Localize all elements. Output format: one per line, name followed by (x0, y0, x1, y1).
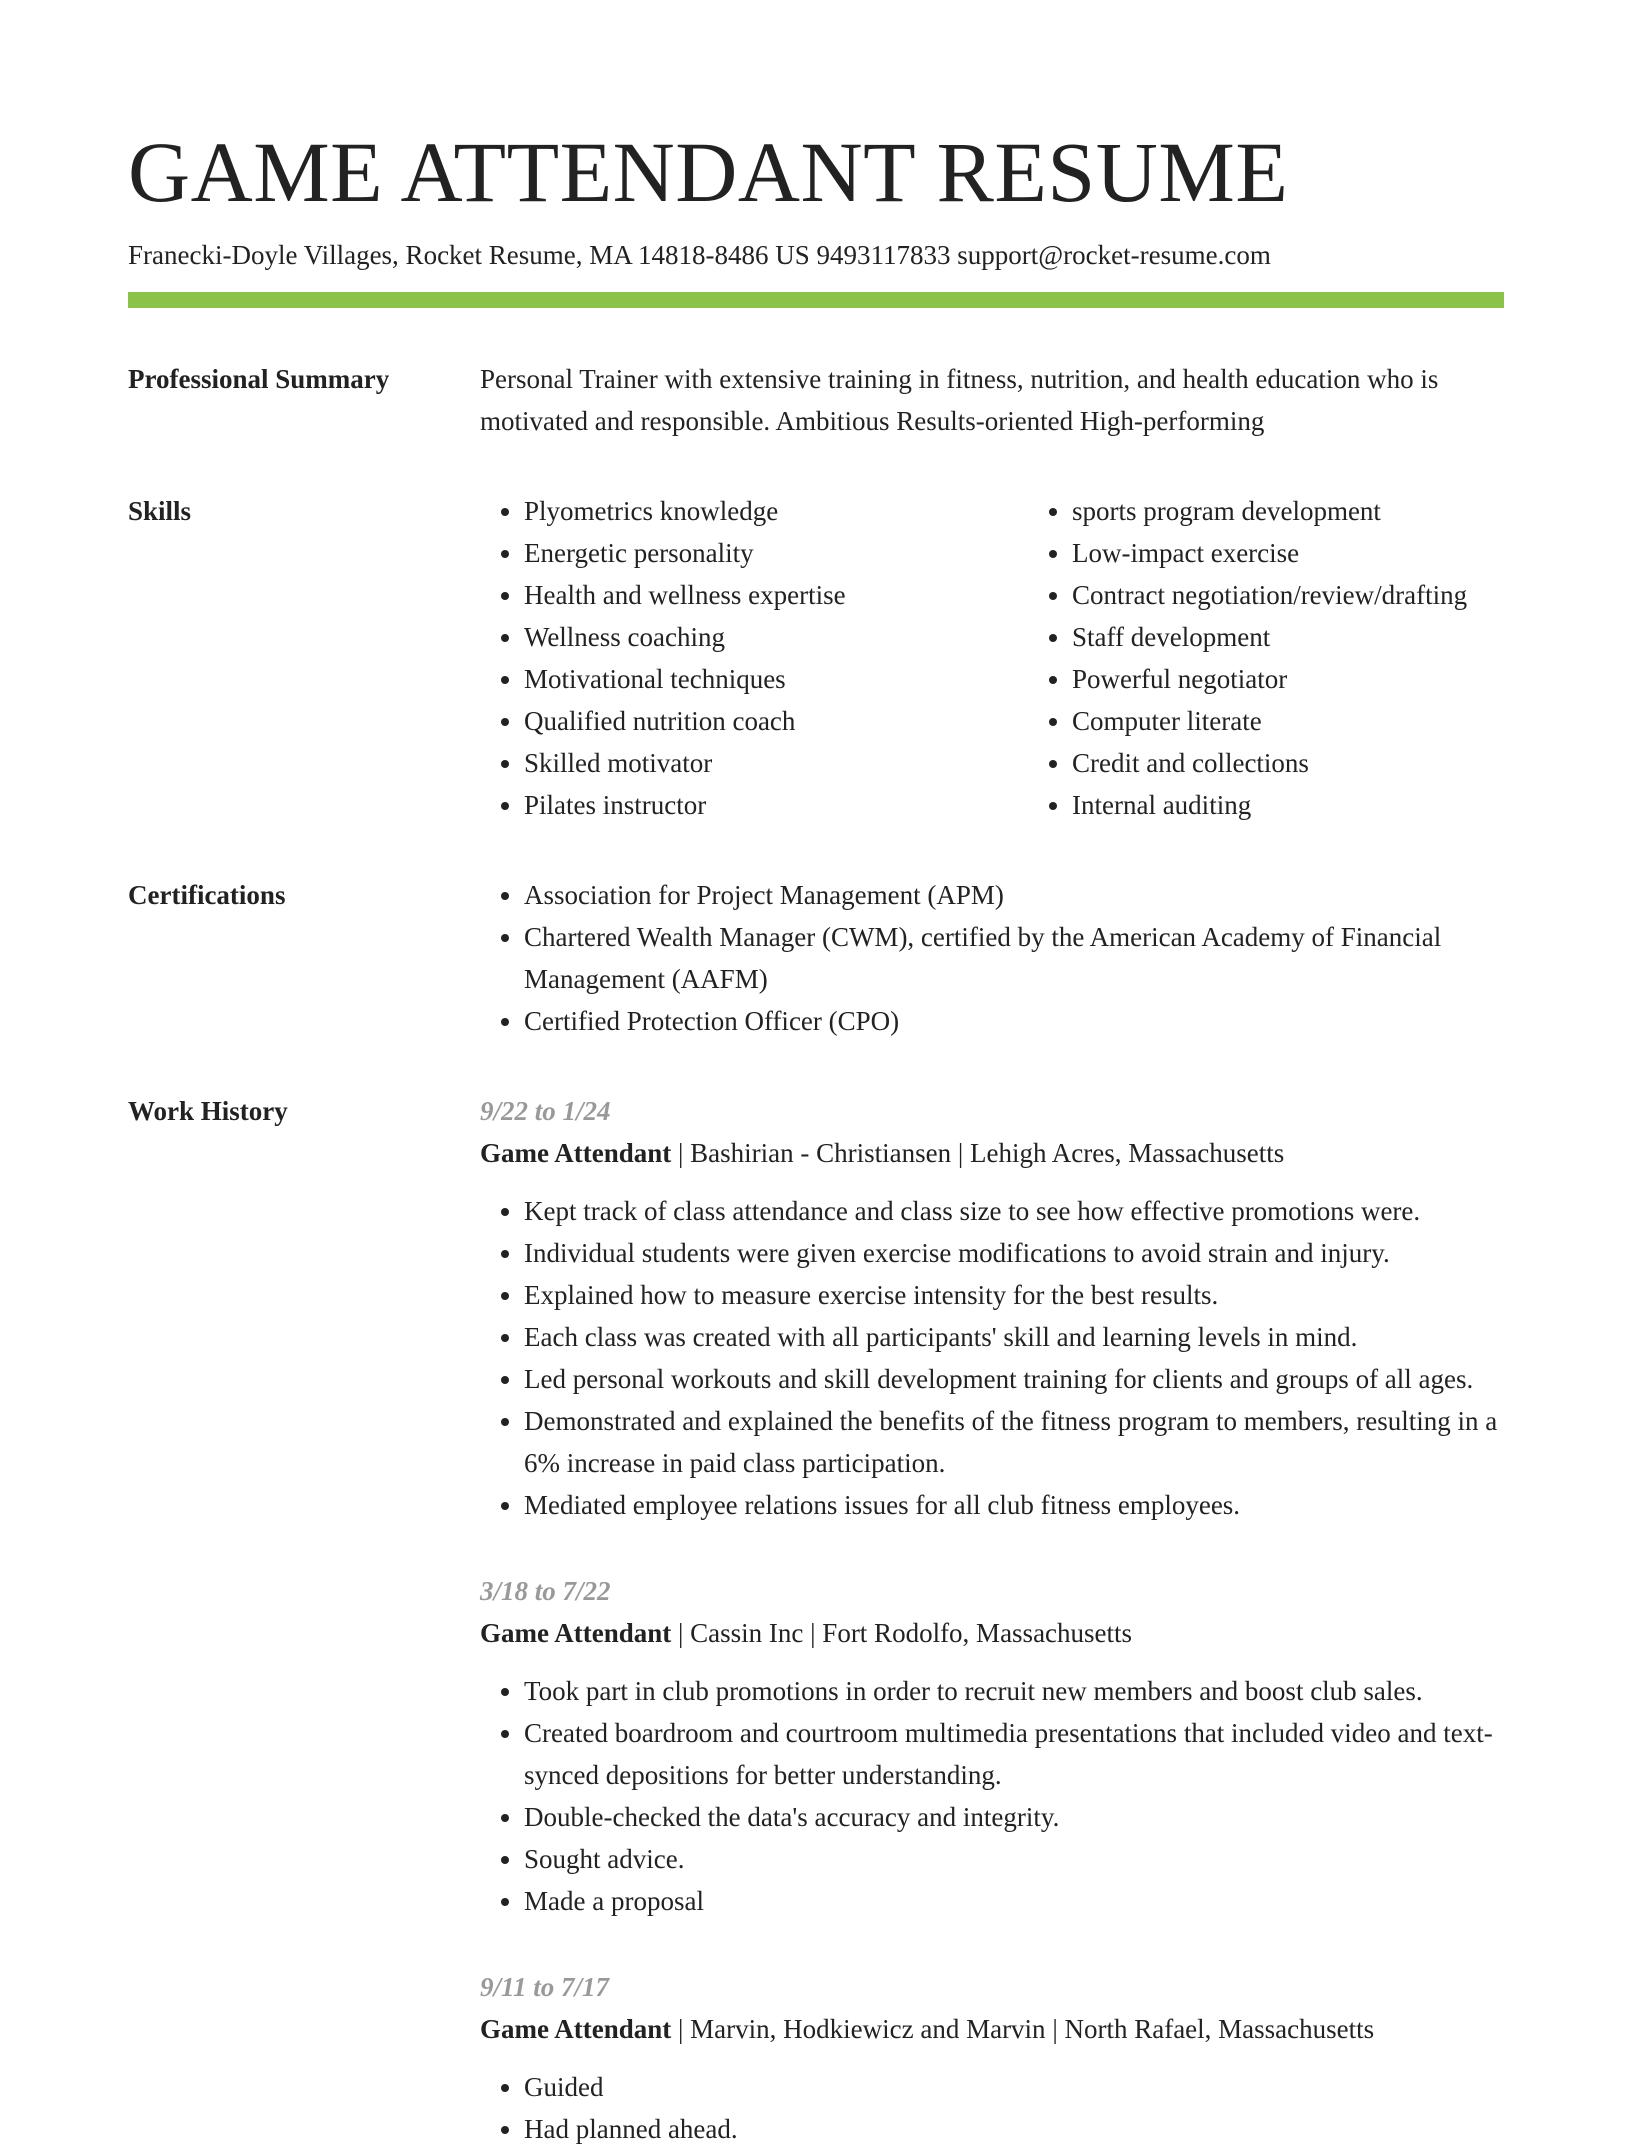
job-title: Game Attendant (480, 1138, 672, 1168)
summary-text: Personal Trainer with extensive training in fitness, nutrition, and health education who is motivated and responsible. Ambitious Results-oriented High-performing (480, 364, 1439, 436)
summary-section (128, 358, 1504, 442)
job-bullet: • Mediated employee relations issues for all club fitness employees. (524, 1484, 1504, 1526)
job-separator: | (803, 1618, 823, 1648)
job-bullet: • Explained how to measure exercise intensity for the best results. (524, 1274, 1504, 1316)
job-location: Fort Rodolfo, Massachusetts (822, 1618, 1133, 1648)
job-dates: 9/11 to 7/17 (480, 1972, 610, 2002)
job-separator: | (671, 1138, 691, 1168)
certifications-section (128, 874, 1504, 1042)
work-history-label: Work History (128, 1096, 288, 1126)
job-bullet: • Sought advice. (524, 1838, 1504, 1880)
job-separator: | (671, 2014, 691, 2044)
job-entry (480, 1570, 1504, 1922)
job-bullet: • Kept track of class attendance and class size to see how effective promotions were. (524, 1190, 1504, 1232)
contact-phone: 9493117833 (816, 240, 951, 270)
resume-title: GAME ATTENDANT RESUME (128, 124, 1289, 220)
skills-label: Skills (128, 496, 192, 526)
job-bullets (480, 1670, 1504, 1922)
certifications-body (480, 874, 1504, 1042)
skill-item: • Skilled motivator (524, 742, 1028, 784)
job-title: Game Attendant (480, 2014, 672, 2044)
skill-item: • Credit and collections (1072, 742, 1504, 784)
job-bullet: • Double-checked the data's accuracy and integrity. (524, 1796, 1504, 1838)
job-dates: 9/22 to 1/24 (480, 1096, 611, 1126)
job-bullet: • Demonstrated and explained the benefits of the fitness program to members, resulting in a 6% increase in paid class participation. (524, 1400, 1504, 1484)
job-company: Bashirian - Christiansen (690, 1138, 952, 1168)
job-heading (480, 2008, 1504, 2050)
contact-line (128, 238, 1504, 272)
job-separator: | (951, 1138, 971, 1168)
job-dates: 3/18 to 7/22 (480, 1576, 611, 1606)
job-bullet: • Each class was created with all participants' skill and learning levels in mind. (524, 1316, 1504, 1358)
job-entry (480, 1090, 1504, 1526)
skills-section (128, 490, 1504, 826)
job-company: Marvin, Hodkiewicz and Marvin (690, 2014, 1046, 2044)
job-bullet: • Led personal workouts and skill development training for clients and groups of all ages. (524, 1358, 1504, 1400)
job-title: Game Attendant (480, 1618, 672, 1648)
skill-item: • Computer literate (1072, 700, 1504, 742)
contact-email: support@rocket-resume.com (957, 240, 1271, 270)
job-separator: | (1045, 2014, 1065, 2044)
job-location: Lehigh Acres, Massachusetts (970, 1138, 1285, 1168)
job-bullet: • Guided (524, 2066, 1504, 2108)
job-bullet: • Individual students were given exercise modifications to avoid strain and injury. (524, 1232, 1504, 1274)
certification-item: • Certified Protection Officer (CPO) (524, 1000, 1504, 1042)
skill-item: • Health and wellness expertise (524, 574, 1028, 616)
skill-item: • Pilates instructor (524, 784, 1028, 826)
job-bullet: • Had planned ahead. (524, 2108, 1504, 2150)
work-history-body (480, 1090, 1504, 2150)
job-entry (480, 1966, 1504, 2150)
job-bullet: • Made a proposal (524, 1880, 1504, 1922)
skill-item: • Powerful negotiator (1072, 658, 1504, 700)
job-heading (480, 1612, 1504, 1654)
header-divider (128, 292, 1504, 308)
work-history-section (128, 1090, 1504, 2150)
skill-item: • Plyometrics knowledge (524, 490, 1028, 532)
skill-item: • Qualified nutrition coach (524, 700, 1028, 742)
certification-item: • Chartered Wealth Manager (CWM), certified by the American Academy of Financial Management (AAFM) (524, 916, 1504, 1000)
job-company: Cassin Inc (690, 1618, 804, 1648)
skill-item: • Staff development (1072, 616, 1504, 658)
job-bullet: • Created boardroom and courtroom multimedia presentations that included video and text-synced depositions for better understanding. (524, 1712, 1504, 1796)
skill-item: • Contract negotiation/review/drafting (1072, 574, 1504, 616)
skill-item: • Low-impact exercise (1072, 532, 1504, 574)
skills-column-2 (1028, 490, 1504, 826)
skill-item: • Energetic personality (524, 532, 1028, 574)
job-bullet: • Took part in club promotions in order to recruit new members and boost club sales. (524, 1670, 1504, 1712)
job-heading (480, 1132, 1504, 1174)
job-bullets (480, 1190, 1504, 1526)
job-separator: | (671, 1618, 691, 1648)
skill-item: • Motivational techniques (524, 658, 1028, 700)
certifications-list (480, 874, 1504, 1042)
skill-item: • sports program development (1072, 490, 1504, 532)
job-bullets (480, 2066, 1504, 2150)
summary-label: Professional Summary (128, 364, 390, 394)
certifications-label: Certifications (128, 880, 286, 910)
skills-column-1 (480, 490, 1028, 826)
skill-item: • Wellness coaching (524, 616, 1028, 658)
job-location: North Rafael, Massachusetts (1064, 2014, 1375, 2044)
skill-item: • Internal auditing (1072, 784, 1504, 826)
certification-item: • Association for Project Management (APM) (524, 874, 1504, 916)
skills-columns (480, 490, 1504, 826)
contact-address: Franecki-Doyle Villages, Rocket Resume, MA 14818-8486 US (128, 240, 810, 270)
